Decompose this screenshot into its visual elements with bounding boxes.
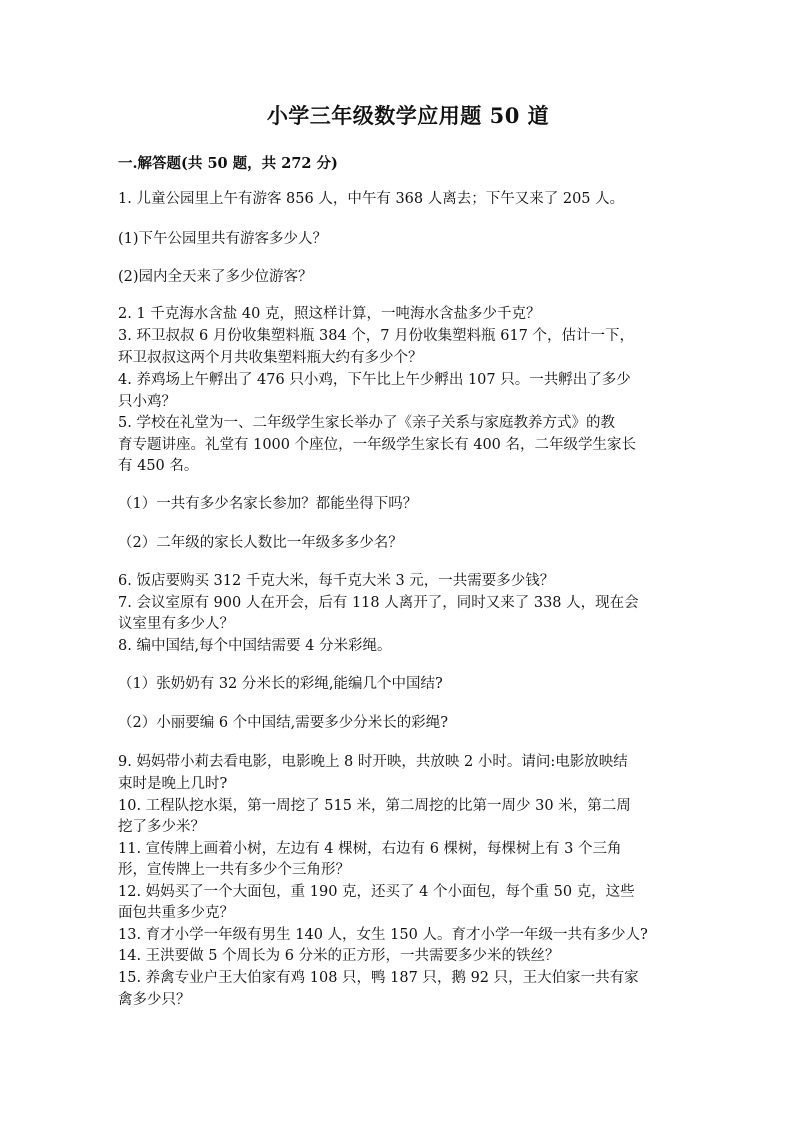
question-7-line-2: 议室里有多少人？ [118, 616, 234, 632]
question-12-line-2: 面包共重多少克？ [118, 905, 234, 921]
question-5-line-3: 有 450 名。 [118, 458, 199, 474]
question-8-part-2: （2）小丽要编 6 个中国结,需要多少分米长的彩绳? [118, 715, 449, 731]
question-1-line: 1. 儿童公园里上午有游客 856 人，中午有 368 人离去；下午又来了 205 人。 [118, 191, 625, 207]
section-heading: 一.解答题(共 50 题，共 272 分) [118, 155, 338, 172]
question-14-line: 14. 王洪要做 5 个周长为 6 分米的正方形，一共需要多少米的铁丝？ [118, 948, 560, 964]
question-1-part-2: (2)园内全天来了多少位游客？ [118, 269, 313, 285]
question-5-part-1: （1）一共有多少名家长参加？都能坐得下吗？ [118, 496, 418, 512]
question-9-line-2: 束时是晚上几时? [118, 776, 228, 792]
question-5-line-2: 育专题讲座。礼堂有 1000 个座位，一年级学生家长有 400 名，二年级学生家长 [118, 437, 637, 453]
question-3-line-1: 3. 环卫叔叔 6 月份收集塑料瓶 384 个，7 月份收集塑料瓶 617 个，估计一下， [118, 328, 635, 344]
question-6-line: 6. 饭店要购买 312 千克大米，每千克大米 3 元，一共需要多少钱？ [118, 573, 555, 589]
question-3-line-2: 环卫叔叔这两个月共收集塑料瓶大约有多少个？ [118, 350, 423, 366]
question-15-line-1: 15. 养禽专业户王大伯家有鸡 108 只，鸭 187 只，鹅 92 只，王大伯家一共有家 [118, 970, 639, 986]
question-12-line-1: 12. 妈妈买了一个大面包，重 190 克，还买了 4 个小面包，每个重 50 克，这些 [118, 884, 635, 900]
question-5-part-2: （2）二年级的家长人数比一年级多多少名？ [118, 535, 403, 551]
question-10-line-1: 10. 工程队挖水渠，第一周挖了 515 米，第二周挖的比第一周少 30 米，第二周 [118, 798, 631, 814]
question-11-line-1: 11. 宣传牌上画着小树，左边有 4 棵树，右边有 6 棵树，每棵树上有 3 个三角 [118, 841, 622, 857]
question-15-line-2: 禽多少只？ [118, 992, 191, 1008]
question-13-line: 13. 育才小学一年级有男生 140 人，女生 150 人。育才小学一年级一共有多少人? [118, 927, 648, 943]
question-2-line: 2. 1 千克海水含盐 40 克，照这样计算，一吨海水含盐多少千克？ [118, 306, 541, 322]
question-11-line-2: 形，宣传牌上一共有多少个三角形？ [118, 862, 350, 878]
question-10-line-2: 挖了多少米？ [118, 819, 205, 835]
question-9-line-1: 9. 妈妈带小莉去看电影，电影晚上 8 时开映，共放映 2 小时。请问:电影放映结 [118, 754, 628, 770]
question-5-line-1: 5. 学校在礼堂为一、二年级学生家长举办了《亲子关系与家庭教养方式》的教 [118, 415, 615, 431]
question-8-line: 8. 编中国结,每个中国结需要 4 分米彩绳。 [118, 638, 392, 654]
page-title: 小学三年级数学应用题 50 道 [266, 103, 550, 128]
question-8-part-1: （1）张奶奶有 32 分米长的彩绳,能编几个中国结? [118, 676, 443, 692]
question-1-part-1: (1)下午公园里共有游客多少人？ [118, 231, 328, 247]
question-7-line-1: 7. 会议室原有 900 人在开会，后有 118 人离开了，同时又来了 338 人，现在会 [118, 595, 639, 611]
question-4-line-2: 只小鸡？ [118, 394, 176, 410]
question-4-line-1: 4. 养鸡场上午孵出了 476 只小鸡，下午比上午少孵出 107 只。一共孵出了多少 [118, 372, 631, 388]
